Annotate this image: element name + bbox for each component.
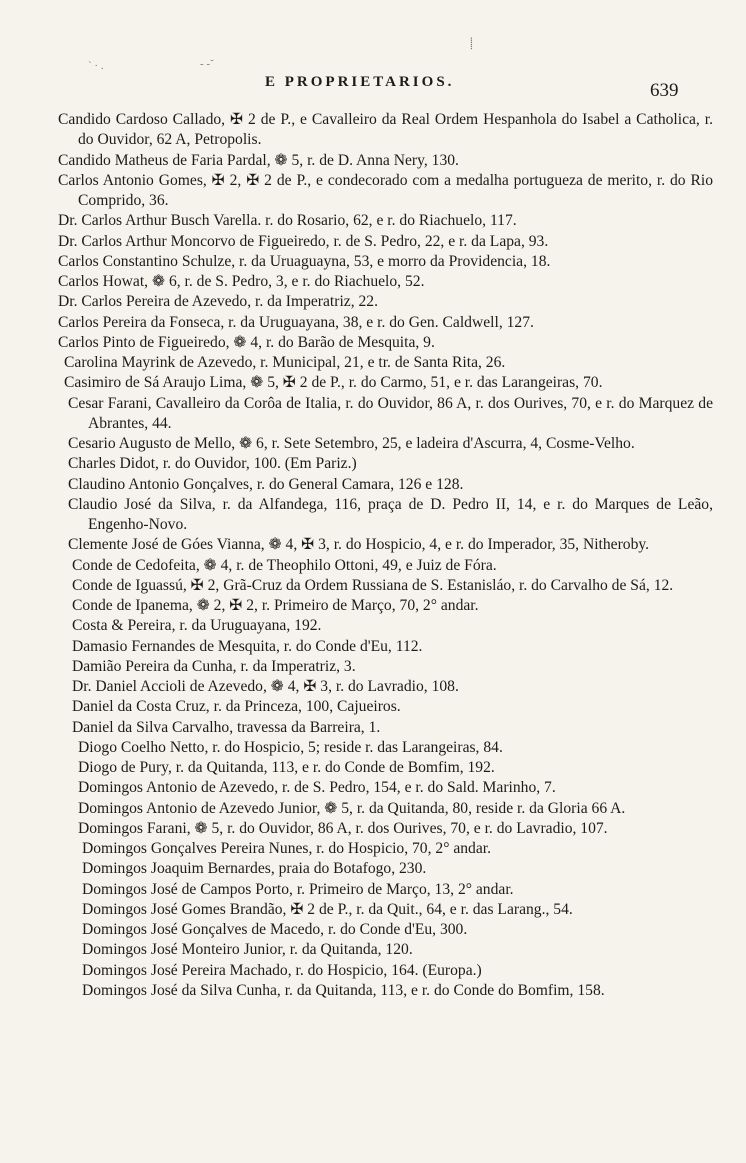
directory-entry: Dr. Carlos Arthur Busch Varella. r. do Rosario, 62, e r. do Riachuelo, 117. <box>58 212 517 230</box>
directory-entry: Candido Matheus de Faria Pardal, ❁ 5, r. de D. Anna Nery, 130. <box>58 151 459 169</box>
directory-entry: Costa & Pereira, r. da Uruguayana, 192. <box>72 617 322 635</box>
print-mark: - -˘ <box>200 58 214 70</box>
directory-entry: Domingos José da Silva Cunha, r. da Quitanda, 113, e r. do Conde do Bomfim, 158. <box>82 981 605 999</box>
directory-entry: Domingos José Pereira Machado, r. do Hospicio, 164. (Europa.) <box>82 961 482 979</box>
directory-entry: Claudino Antonio Gonçalves, r. do General Camara, 126 e 128. <box>68 475 464 493</box>
directory-entry: Domingos José Gomes Brandão, ✠ 2 de P., r. da Quit., 64, e r. das Larang., 54. <box>82 900 573 918</box>
directory-entry: Domingos José Monteiro Junior, r. da Quitanda, 120. <box>82 941 413 959</box>
directory-entry: Carlos Howat, ❁ 6, r. de S. Pedro, 3, e r. do Riachuelo, 52. <box>58 273 425 290</box>
directory-entry: Carlos Antonio Gomes, ✠ 2, ✠ 2 de P., e condecorado com a medalha portugueza de merito, r. do Rio Comprido, 36. <box>58 171 713 209</box>
directory-entry: Domingos Farani, ❁ 5, r. do Ouvidor, 86 A, r. dos Ourives, 70, e r. do Lavradio, 107. <box>78 819 608 837</box>
directory-entry: Conde de Cedofeita, ❁ 4, r. de Theophilo Ottoni, 49, e Juiz de Fóra. <box>72 556 497 574</box>
directory-entry: Damião Pereira da Cunha, r. da Imperatriz, 3. <box>72 657 356 675</box>
directory-entry: Diogo Coelho Netto, r. do Hospicio, 5; reside r. das Larangeiras, 84. <box>78 738 503 756</box>
page-header <box>0 74 746 102</box>
page-number: 639 <box>650 80 679 101</box>
directory-entry: Conde de Iguassú, ✠ 2, Grã-Cruz da Ordem Russiana de S. Estanisláo, r. do Carvalho de Sá, 12. <box>72 576 674 594</box>
directory-entry: Cesario Augusto de Mello, ❁ 6, r. Sete Setembro, 25, e ladeira d'Ascurra, 4, Cosme-Velho. <box>68 435 635 452</box>
directory-entry: Dr. Carlos Pereira de Azevedo, r. da Imperatriz, 22. <box>58 293 378 311</box>
directory-entry: Conde de Ipanema, ❁ 2, ✠ 2, r. Primeiro de Março, 70, 2° andar. <box>72 597 479 614</box>
directory-entry: Domingos José de Campos Porto, r. Primeiro de Março, 13, 2° andar. <box>82 880 514 898</box>
directory-entry: Domingos Gonçalves Pereira Nunes, r. do Hospicio, 70, 2° andar. <box>82 840 492 857</box>
directory-entry: Carolina Mayrink de Azevedo, r. Municipal, 21, e tr. de Santa Rita, 26. <box>64 354 506 371</box>
directory-entry: Dr. Carlos Arthur Moncorvo de Figueiredo, r. de S. Pedro, 22, e r. da Lapa, 93. <box>58 232 549 250</box>
print-mark: ⸽ <box>470 38 473 50</box>
print-mark: ` · . <box>88 60 104 72</box>
directory-entry: Claudio José da Silva, r. da Alfandega, 116, praça de D. Pedro II, 14, e r. do Marques de Leão, Engenho-Novo. <box>68 495 713 533</box>
directory-entry: Domingos José Gonçalves de Macedo, r. do Conde d'Eu, 300. <box>82 921 468 938</box>
directory-entry: Domingos Antonio de Azevedo Junior, ❁ 5, r. da Quitanda, 80, reside r. da Gloria 66 A. <box>78 799 626 817</box>
directory-entry: Domingos Joaquim Bernardes, praia do Botafogo, 230. <box>82 860 427 878</box>
directory-entry: Daniel da Costa Cruz, r. da Princeza, 100, Cajueiros. <box>72 698 401 716</box>
directory-entry: Carlos Pereira da Fonseca, r. da Uruguayana, 38, e r. do Gen. Caldwell, 127. <box>58 313 534 331</box>
directory-entry: Damasio Fernandes de Mesquita, r. do Conde d'Eu, 112. <box>72 637 423 655</box>
directory-entry: Carlos Constantino Schulze, r. da Uruaguayna, 53, e morro da Providencia, 18. <box>58 252 551 270</box>
directory-entry: Cesar Farani, Cavalleiro da Corôa de Italia, r. do Ouvidor, 86 A, r. dos Ourives, 70, e r. do Marquez de Abrantes, 44. <box>68 394 713 432</box>
directory-entry: Clemente José de Góes Vianna, ❁ 4, ✠ 3, r. do Hospicio, 4, e r. do Imperador, 35, Nitheroby. <box>68 536 650 554</box>
directory-entry: Casimiro de Sá Araujo Lima, ❁ 5, ✠ 2 de P., r. do Carmo, 51, e r. das Larangeiras, 70. <box>64 374 603 392</box>
directory-entry: Domingos Antonio de Azevedo, r. de S. Pedro, 154, e r. do Sald. Marinho, 7. <box>78 779 556 797</box>
running-title: E PROPRIETARIOS. <box>265 74 455 90</box>
directory-entry: Charles Didot, r. do Ouvidor, 100. (Em Pariz.) <box>68 455 357 473</box>
directory-entry: Diogo de Pury, r. da Quitanda, 113, e r. do Conde de Bomfim, 192. <box>78 759 495 776</box>
directory-entry: Candido Cardoso Callado, ✠ 2 de P., e Cavalleiro da Real Ordem Hespanhola do Isabel a Catholica, r. do Ouvidor, 62 A, Petropolis. <box>58 111 713 149</box>
directory-entry: Carlos Pinto de Figueiredo, ❁ 4, r. do Barão de Mesquita, 9. <box>58 333 435 351</box>
directory-entry: Daniel da Silva Carvalho, travessa da Barreira, 1. <box>72 718 381 736</box>
directory-entries <box>58 110 713 1001</box>
directory-entry: Dr. Daniel Accioli de Azevedo, ❁ 4, ✠ 3, r. do Lavradio, 108. <box>72 678 459 695</box>
